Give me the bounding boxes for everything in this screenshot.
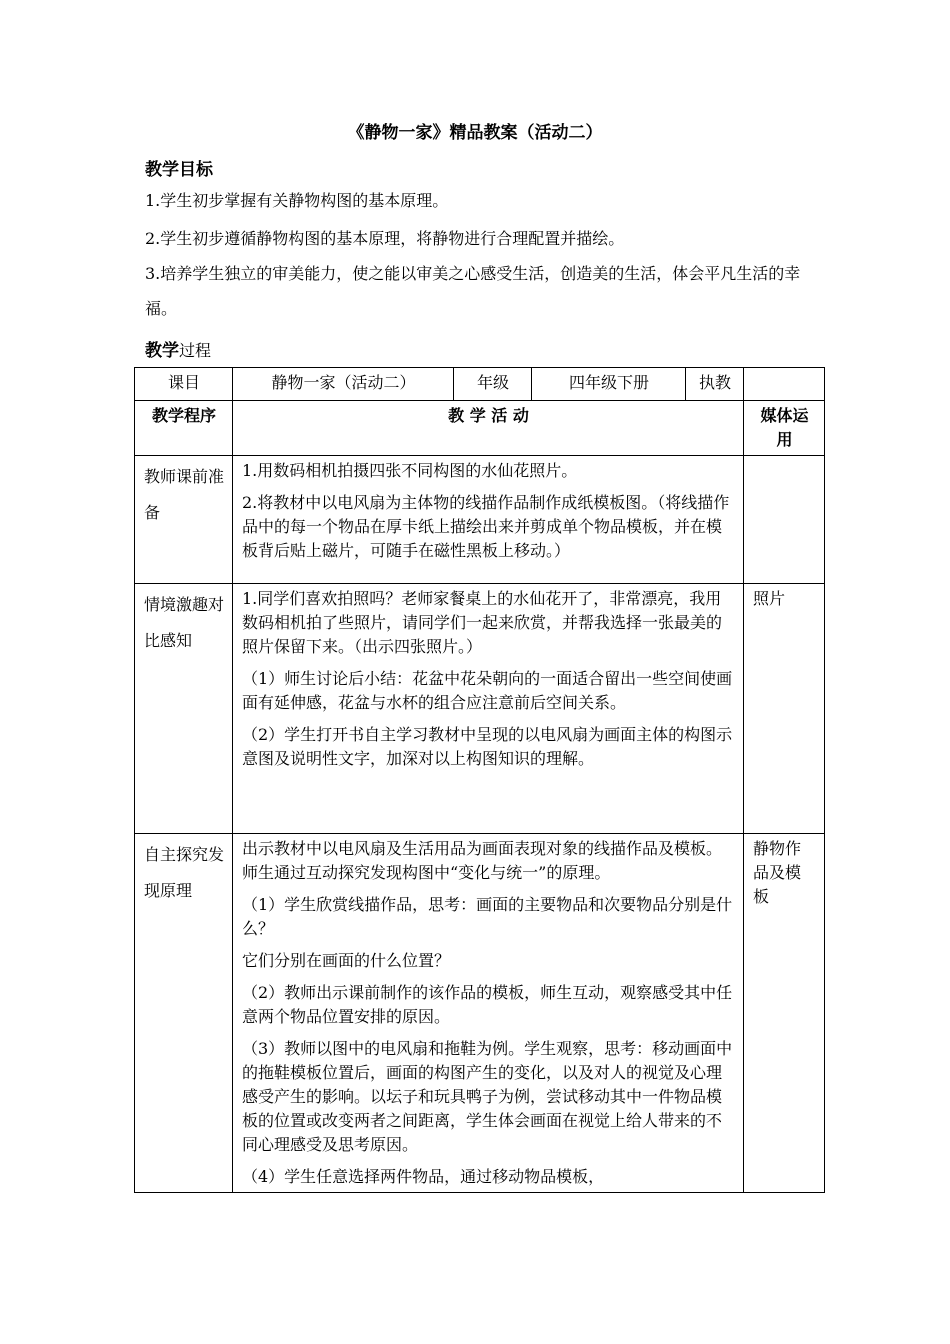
activity-text: （2）学生打开书自主学习教材中呈现的以电风扇为画面主体的构图示意图及说明性文字，加深对以上构图知识的理解。 xyxy=(242,725,733,768)
lesson-plan-table xyxy=(134,367,825,1193)
media-cell: 照片 xyxy=(744,584,825,834)
goal-item-3: 3.培养学生独立的审美能力，使之能以审美之心感受生活，创造美的生活，体会平凡生活的幸福。 xyxy=(145,264,801,318)
process-heading-light: 过程 xyxy=(179,341,212,360)
info-row xyxy=(135,368,825,401)
activity-text: （4）学生任意选择两件物品，通过移动物品模板， xyxy=(242,1167,605,1186)
process-heading xyxy=(145,336,211,361)
goals-heading: 教学目标 xyxy=(145,160,213,180)
header-media: 媒体运用 xyxy=(744,401,825,456)
table-row xyxy=(135,456,825,584)
activity-text: 它们分别在画面的什么位置？ xyxy=(242,951,451,970)
course-value: 静物一家（活动二） xyxy=(233,368,454,401)
media-cell xyxy=(744,456,825,584)
document-title: 《静物一家》精品教案（活动二） xyxy=(347,123,603,143)
stage-cell: 自主探究发现原理 xyxy=(135,834,233,1193)
goal-item-2: 2.学生初步遵循静物构图的基本原理，将静物进行合理配置并描绘。 xyxy=(145,229,625,248)
grade-value: 四年级下册 xyxy=(532,368,686,401)
activity-text: （1）师生讨论后小结：花盆中花朵朝向的一面适合留出一些空间使画面有延伸感，花盆与水杯的组合应注意前后空间关系。 xyxy=(242,669,733,712)
activities-cell xyxy=(233,834,744,1193)
header-row xyxy=(135,401,825,456)
goal-item-1: 1.学生初步掌握有关静物构图的基本原理。 xyxy=(145,191,449,210)
activity-text: （2）教师出示课前制作的该作品的模板，师生互动，观察感受其中任意两个物品位置安排的原因。 xyxy=(242,983,733,1026)
teacher-value xyxy=(744,368,825,401)
activities-cell xyxy=(233,584,744,834)
process-heading-bold: 教学 xyxy=(145,341,179,361)
table-row xyxy=(135,584,825,834)
header-activities: 教 学 活 动 xyxy=(233,401,744,456)
activity-text: 2.将教材中以电风扇为主体物的线描作品制作成纸模板图。（将线描作品中的每一个物品在厚卡纸上描绘出来并剪成单个物品模板，并在模板背后贴上磁片，可随手在磁性黑板上移动。） xyxy=(242,493,730,560)
activity-text: 出示教材中以电风扇及生活用品为画面表现对象的线描作品及模板。师生通过互动探究发现构图中“变化与统一”的原理。 xyxy=(242,839,723,882)
course-label: 课目 xyxy=(135,368,233,401)
media-cell: 静物作品及模板 xyxy=(744,834,825,1193)
stage-cell: 情境激趣对比感知 xyxy=(135,584,233,834)
activity-text: （3）教师以图中的电风扇和拖鞋为例。学生观察，思考：移动画面中的拖鞋模板位置后，画面的构图产生的变化，以及对人的视觉及心理感受产生的影响。以坛子和玩具鸭子为例，尝试移动其中一件物品模板的位置或改变两者之间距离，学生体会画面在视觉上给人带来的不同心理感受及思考原因。 xyxy=(242,1039,733,1154)
stage-cell: 教师课前准备 xyxy=(135,456,233,584)
activity-text: 1.同学们喜欢拍照吗？老师家餐桌上的水仙花开了，非常漂亮，我用数码相机拍了些照片，请同学们一起来欣赏，并帮我选择一张最美的照片保留下来。（出示四张照片。） xyxy=(242,589,723,656)
activity-text: 1.用数码相机拍摄四张不同构图的水仙花照片。 xyxy=(242,461,578,480)
table-row xyxy=(135,834,825,1193)
activity-text: （1）学生欣赏线描作品，思考：画面的主要物品和次要物品分别是什么？ xyxy=(242,895,733,938)
teacher-label: 执教 xyxy=(686,368,744,401)
header-stage: 教学程序 xyxy=(135,401,233,456)
activities-cell xyxy=(233,456,744,584)
grade-label: 年级 xyxy=(454,368,532,401)
